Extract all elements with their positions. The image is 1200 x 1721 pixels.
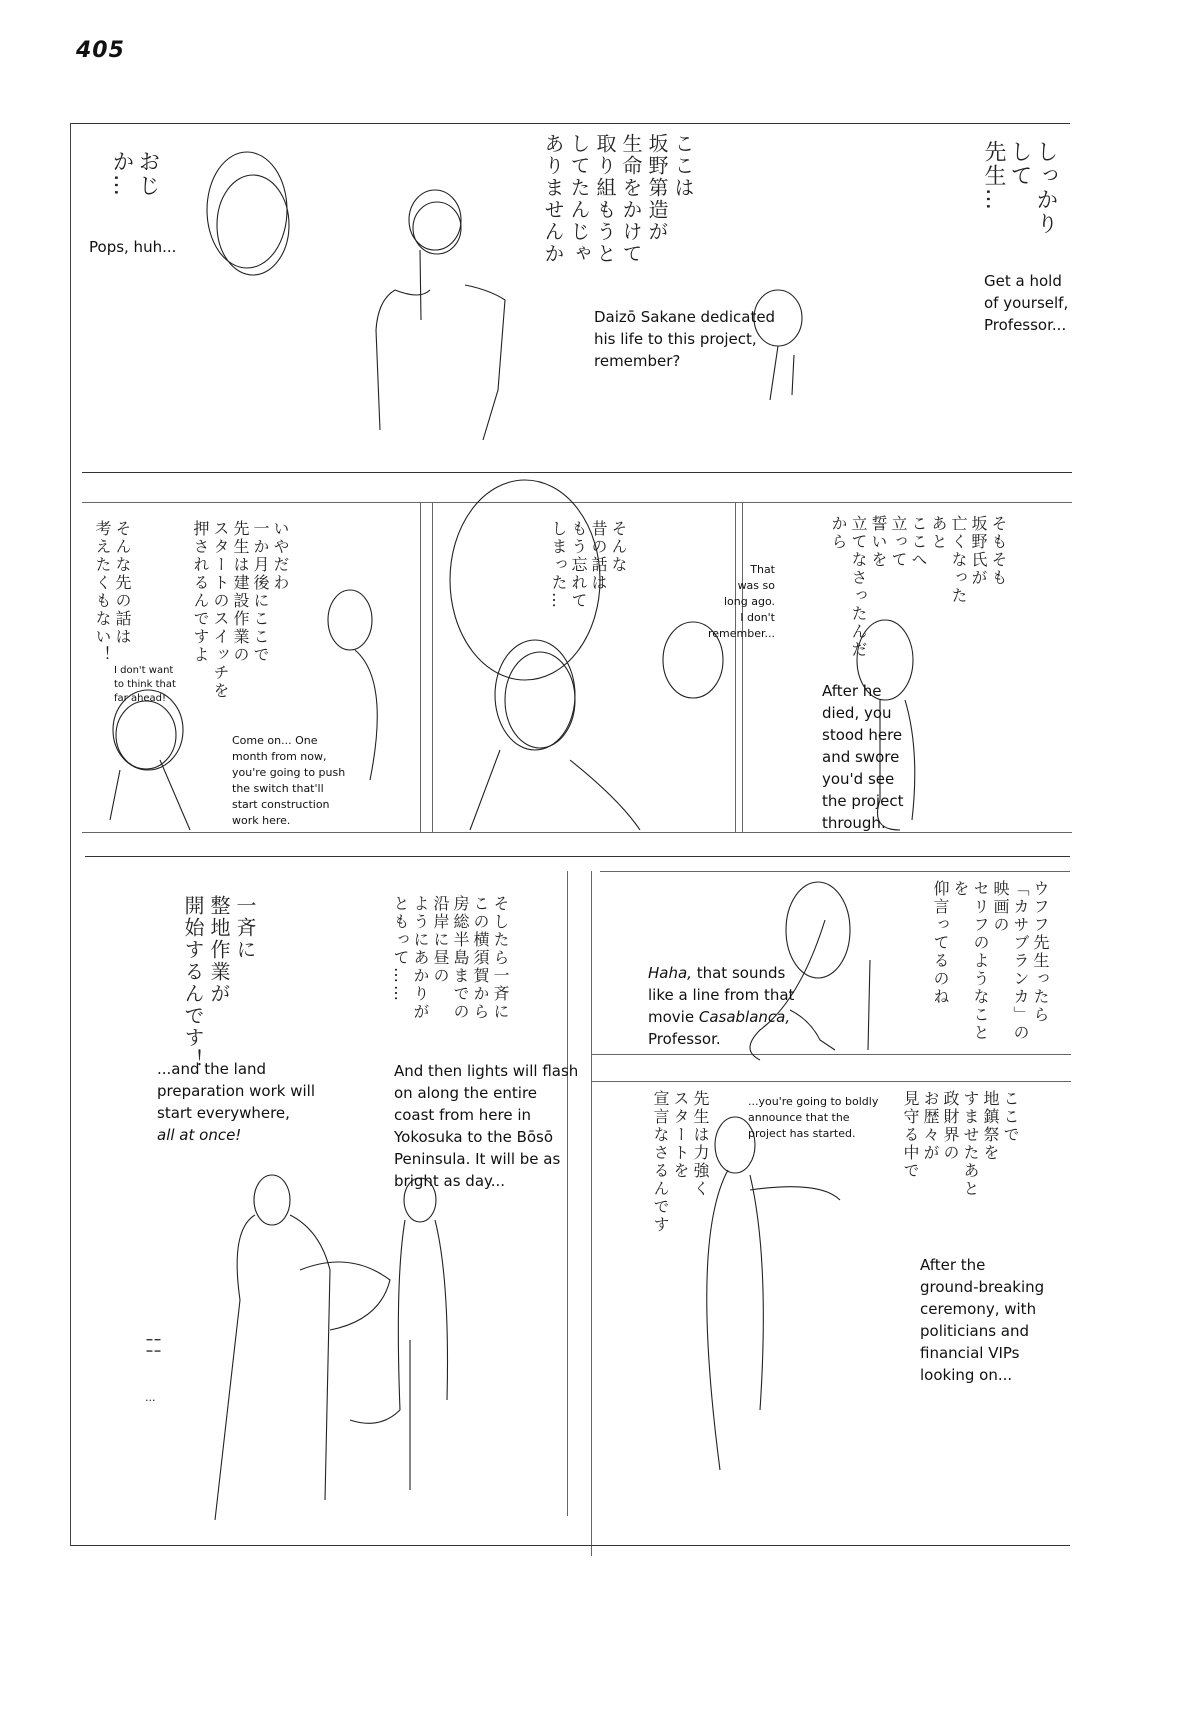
caption-line: Come on... One [232, 734, 318, 747]
jp-line: そんな [609, 520, 628, 574]
row3-divider-a [567, 871, 568, 1516]
jp-line: ウフフ先生ったら [1031, 880, 1050, 1024]
row3-top-border [85, 856, 1070, 857]
jp-text-dont-want [92, 520, 132, 670]
caption-line: Peninsula. It will be as [394, 1150, 561, 1168]
caption-lights-flash [394, 1060, 578, 1192]
caption-line: far ahead! [114, 693, 167, 704]
caption-line: Daizō Sakane dedicated [594, 308, 776, 326]
caption-line: coast from here in [394, 1106, 531, 1124]
caption-land-preparation [157, 1058, 315, 1146]
caption-that-was-so-long-ago [680, 562, 775, 642]
jp-line: 亡くなった [949, 515, 968, 605]
caption-line: politicians and [920, 1322, 1029, 1340]
row3-divider-b [591, 871, 592, 1556]
caption-line: start construction [232, 798, 330, 811]
jp-text-ground-breaking [900, 1090, 1020, 1240]
jp-line: そもそも [989, 515, 1008, 587]
jp-line: しまった… [549, 520, 568, 610]
caption-line: Professor. [648, 1030, 721, 1048]
frame-top-border [70, 123, 1070, 124]
caption-line: After he [822, 682, 882, 700]
jp-line: 立って [889, 515, 908, 569]
jp-line: いやだわ [271, 520, 290, 592]
jp-line: 開始するんです！ [181, 895, 205, 1071]
jp-line: 仰言ってるのね [931, 880, 950, 1006]
row2-divider-1 [420, 502, 421, 832]
caption-line: And then lights will flash [394, 1062, 579, 1080]
caption-line [648, 962, 794, 984]
caption-line: announce that the [748, 1111, 850, 1124]
caption-line: remember... [708, 627, 775, 640]
caption-line: ...you're going to boldly [748, 1095, 879, 1108]
caption-line: bright as day... [394, 1172, 506, 1190]
row1-bottom-border [82, 472, 1072, 473]
sketch-head-large [207, 152, 287, 268]
jp-line: スタートを [671, 1090, 690, 1180]
caption-line: After the [920, 1256, 986, 1274]
caption-line: long ago. [724, 595, 775, 608]
sketch-head-p2-right [328, 590, 372, 650]
jp-line: ともって…… [391, 895, 410, 1003]
jp-line: 立てなさったんだから [829, 515, 868, 659]
caption-line: Yokosuka to the Bōsō [394, 1128, 554, 1146]
caption-line: preparation work will [157, 1082, 315, 1100]
caption-line: on along the entire [394, 1084, 538, 1102]
row2-top-border [82, 502, 1072, 503]
jp-line: 坂野第造が [645, 133, 669, 243]
caption-line: I don't [740, 611, 775, 624]
page-number: 405 [76, 38, 125, 63]
jp-line: 先生… [981, 140, 1006, 212]
jp-line: ここへ [909, 515, 928, 569]
panel7-top-border [591, 1081, 1071, 1082]
caption-line: and swore [822, 748, 900, 766]
caption-span: movie [648, 1008, 699, 1026]
row2-divider-2 [735, 502, 736, 832]
jp-text-after-he-died [828, 515, 1008, 675]
sketch-head-p3-left [495, 640, 575, 750]
jp-line: 一斉に [233, 895, 257, 961]
caption-line: through. [822, 814, 886, 832]
jp-line: そんな先の話は [113, 520, 132, 646]
jp-line: 沿岸に昼の [431, 895, 450, 985]
sketch-head-p5-left [254, 1175, 290, 1225]
caption-line: you're going to push [232, 766, 346, 779]
caption-line: the project [822, 792, 904, 810]
jp-text-casablanca [930, 880, 1050, 1050]
caption-line: That [750, 563, 775, 576]
jp-line: ここは [671, 133, 695, 199]
jp-line: 誓いを [869, 515, 888, 569]
jp-line: 地鎮祭を [981, 1090, 1000, 1162]
jp-line: 一か月後にここで [251, 520, 270, 664]
jp-line: この横須賀から [471, 895, 490, 1021]
row2-divider-1b [432, 502, 433, 832]
caption-line: financial VIPs [920, 1344, 1020, 1362]
caption-line: Professor... [984, 316, 1067, 334]
caption-line: ...and the land [157, 1060, 267, 1078]
jp-text-come-on [190, 520, 290, 700]
caption-ellipsis: ... [145, 1391, 156, 1404]
frame-left-border [70, 123, 71, 1545]
jp-text-boldly [650, 1090, 710, 1255]
panel6-bottom-border [591, 1054, 1071, 1055]
jp-text-long-ago [548, 520, 628, 620]
jp-line: か… [109, 150, 134, 198]
jp-line: そしたら一斉に [491, 895, 510, 1021]
jp-line: してたんじゃ [567, 133, 591, 265]
caption-line: was so [737, 579, 775, 592]
jp-line: 昔の話は [589, 520, 608, 592]
frame-bottom-border [70, 1545, 1070, 1546]
caption-get-a-hold [984, 270, 1068, 336]
row2-bottom-border [82, 832, 1072, 833]
jp-line: 先生は力強く [691, 1090, 710, 1198]
caption-line: looking on... [920, 1366, 1013, 1384]
sketch-head-p6 [786, 882, 850, 978]
jp-line: もう忘れて [569, 520, 588, 610]
jp-line: しっかり [1033, 140, 1058, 236]
jp-line: あと [929, 515, 948, 551]
caption-line: you'd see [822, 770, 895, 788]
caption-line: his life to this project, [594, 330, 757, 348]
caption-line: Get a hold [984, 272, 1062, 290]
jp-line: スタートのスイッチを [211, 520, 230, 700]
caption-after-he-died [822, 680, 903, 834]
jp-line: ありませんか [541, 133, 565, 265]
caption-boldly-announce [748, 1094, 878, 1142]
caption-line: died, you [822, 704, 892, 722]
jp-line: 押されるんですよ [191, 520, 210, 664]
jp-line: 政財界の [941, 1090, 960, 1162]
sketch-head-center [409, 190, 461, 250]
jp-line: 先生は建設作業の [231, 520, 250, 664]
jp-line: 宣言なさるんです [651, 1090, 670, 1234]
jp-line: して [1007, 140, 1032, 188]
jp-line: 「カサブランカ」の映画の [991, 880, 1030, 1042]
caption-line [648, 1006, 794, 1028]
jp-line: お歴々が [921, 1090, 940, 1162]
jp-line: 取り組もうと [593, 133, 617, 265]
jp-line: すませたあと [961, 1090, 980, 1198]
caption-pops-huh: Pops, huh... [89, 238, 177, 256]
caption-line: to think that [114, 679, 176, 690]
jp-line: ここで [1001, 1090, 1020, 1144]
caption-line: all at once! [157, 1126, 242, 1144]
caption-daizo-sakane [594, 306, 775, 372]
jp-text-daizo [540, 133, 696, 308]
caption-line: of yourself, [984, 294, 1069, 312]
caption-line: stood here [822, 726, 903, 744]
jp-line: 見守る中で [901, 1090, 920, 1180]
caption-line: remember? [594, 352, 681, 370]
caption-line: start everywhere, [157, 1104, 290, 1122]
row3-right-top-border [600, 871, 1070, 872]
caption-line: month from now, [232, 750, 327, 763]
caption-line: ceremony, with [920, 1300, 1037, 1318]
jp-text-gethold [980, 140, 1058, 250]
caption-line: I don't want [114, 665, 174, 676]
caption-line: work here. [232, 814, 291, 827]
caption-span: that sounds [691, 964, 786, 982]
row2-divider-2b [742, 502, 743, 832]
caption-come-on [232, 733, 345, 829]
caption-ground-breaking [920, 1254, 1044, 1386]
jp-line: セリフのようなことを [951, 880, 990, 1042]
jp-line: ようにあかりが [411, 895, 430, 1021]
caption-dont-want [114, 664, 176, 706]
caption-line: the switch that'll [232, 782, 324, 795]
jp-ellipsis-marks: ¦¦ [145, 1337, 164, 1360]
caption-line: like a line from that [648, 986, 795, 1004]
jp-line: 整地作業が [207, 895, 231, 1005]
jp-line: 生命をかけて [619, 133, 643, 265]
jp-line: 考えたくもない！ [93, 520, 112, 664]
jp-line: 房総半島までの [451, 895, 470, 1021]
jp-line: 坂野氏が [969, 515, 988, 587]
jp-line: おじ [135, 150, 160, 198]
caption-line: project has started. [748, 1127, 856, 1140]
caption-movie-title: Casablanca, [698, 1008, 791, 1026]
caption-line: ground-breaking [920, 1278, 1045, 1296]
caption-italic: Haha, [648, 964, 692, 982]
caption-casablanca [648, 962, 794, 1050]
